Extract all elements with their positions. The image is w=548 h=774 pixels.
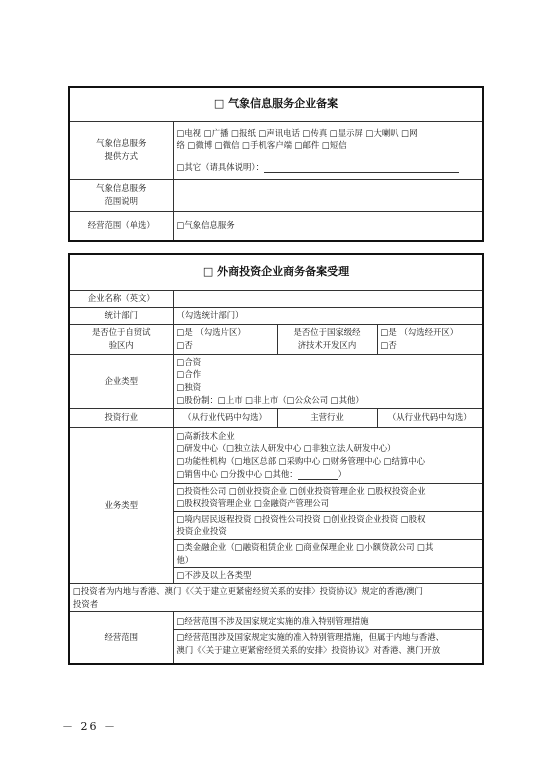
hk-macao-line1[interactable]: □投资者为内地与香港、澳门《〈关于建立更紧密经贸关系的安排〉投资协议》规定的香港/澳门 xyxy=(73,586,423,597)
biz-investment-line2[interactable]: □股权投资管理企业 □金融资产管理公司 xyxy=(176,498,329,509)
provision-other-row[interactable] xyxy=(177,161,480,174)
page-number: － 26 － xyxy=(62,720,117,733)
scope-description-label-line1: 气象信息服务 xyxy=(96,183,147,194)
biz-group-3[interactable] xyxy=(173,511,483,539)
biz-finance-line1[interactable]: □类金融企业（□融资租赁企业 □商业保理企业 □小额贷款公司 □其 xyxy=(176,541,434,552)
type-coop-checkbox[interactable]: □合作 xyxy=(176,369,202,380)
company-type-label: 企业类型 xyxy=(69,354,173,408)
biz-sales-checkbox[interactable]: □销售中心 □分拨中心 □其他： xyxy=(176,468,298,479)
biz-roundtrip-line2[interactable]: 投资企业投资 xyxy=(176,526,227,537)
ftz-yes-checkbox[interactable]: □是 （勾选片区） xyxy=(176,327,246,338)
industry-label: 投资行业 xyxy=(69,408,173,427)
provision-other-input[interactable] xyxy=(264,164,459,173)
biz-close-paren: ） xyxy=(337,468,347,479)
scope-description-label xyxy=(69,179,173,211)
company-name-label: 企业名称（英文） xyxy=(69,290,173,307)
scope-special-line2[interactable]: 澳门《〈关于建立更紧密经贸关系的安排〉投资协议》对香港、澳门开放 xyxy=(176,644,441,655)
industry-field[interactable]: （从行业代码中勾选） xyxy=(173,408,277,427)
provision-method-label-line2: 提供方式 xyxy=(104,151,138,161)
biz-rd-center-checkbox[interactable]: □研发中心（□独立法人研发中心 □非独立法人研发中心） xyxy=(176,443,396,454)
provision-options-line1[interactable]: □电视 □广播 □报纸 □声讯电话 □传真 □显示屏 □大喇叭 □网 xyxy=(176,127,418,138)
scope-description-label-line2: 范围说明 xyxy=(104,196,138,206)
statistics-dept-label: 统计部门 xyxy=(69,307,173,324)
scope-special-line1[interactable]: □经营范围涉及国家规定实施的准入特别管理措施，但属于内地与香港、 xyxy=(176,632,445,643)
provision-method-options[interactable] xyxy=(173,121,483,179)
dev-zone-no-checkbox[interactable]: □否 xyxy=(380,340,397,350)
scope-no-special-checkbox[interactable]: □经营范围不涉及国家规定实施的准入特别管理措施 xyxy=(173,612,483,630)
ftz-no-checkbox[interactable]: □否 xyxy=(176,340,193,350)
foreign-table-title: □ 外商投资企业商务备案受理 xyxy=(69,254,483,290)
provision-options-line2[interactable]: 络 □微博 □微信 □手机客户端 □邮件 □短信 xyxy=(176,140,347,151)
dev-zone-label-line2: 济技术开发区内 xyxy=(297,340,357,350)
company-name-field[interactable] xyxy=(173,290,483,307)
foreign-investment-filing-table xyxy=(68,253,484,665)
biz-roundtrip-line1[interactable]: □境内居民返程投资 □投资性公司投资 □创业投资企业投资 □股权 xyxy=(176,513,426,524)
ftz-options[interactable] xyxy=(173,324,277,354)
biz-functional-checkbox[interactable]: □功能性机构（□地区总部 □采购中心 □财务管理中心 □结算中心 xyxy=(176,456,426,466)
biz-sales-row[interactable] xyxy=(177,468,480,481)
ftz-label-line2: 验区内 xyxy=(108,340,134,350)
hk-macao-investor-checkbox[interactable] xyxy=(69,584,483,612)
biz-none-checkbox[interactable]: □不涉及以上各类型 xyxy=(173,568,483,584)
dev-zone-options[interactable] xyxy=(377,324,483,354)
statistics-dept-field[interactable]: （勾选统计部门） xyxy=(173,307,483,324)
weather-table-title: □ 气象信息服务企业备案 xyxy=(69,87,483,121)
scope-description-field[interactable] xyxy=(173,179,483,211)
business-scope-label: 经营范围（单选） xyxy=(69,211,173,241)
weather-service-filing-table xyxy=(68,86,484,242)
dev-zone-label-line1: 是否位于国家级经 xyxy=(293,327,361,338)
scope-special-checkbox[interactable] xyxy=(173,630,483,664)
business-type-label: 业务类型 xyxy=(69,427,173,584)
biz-hightech-checkbox[interactable]: □高新技术企业 xyxy=(176,430,235,441)
business-scope-option[interactable]: □气象信息服务 xyxy=(173,211,483,241)
hk-macao-line2[interactable]: 投资者 xyxy=(73,598,99,609)
type-sole-checkbox[interactable]: □独资 xyxy=(176,382,202,392)
provision-method-label-line1: 气象信息服务 xyxy=(96,138,147,149)
biz-investment-line1[interactable]: □投资性公司 □创业投资企业 □创业投资管理企业 □股权投资企业 xyxy=(176,485,426,496)
biz-group-2[interactable] xyxy=(173,483,483,511)
biz-group-1[interactable] xyxy=(173,427,483,483)
provision-other-label[interactable]: □其它（请具体说明）： xyxy=(176,161,264,172)
biz-finance-line2[interactable]: 他） xyxy=(176,554,194,565)
ftz-label-line1: 是否位于自贸试 xyxy=(91,327,151,338)
main-industry-label: 主营行业 xyxy=(277,408,377,427)
type-jv-checkbox[interactable]: □合资 xyxy=(176,356,202,367)
biz-other-input[interactable] xyxy=(298,471,338,480)
dev-zone-yes-checkbox[interactable]: □是 （勾选经开区） xyxy=(380,327,459,338)
type-shareholding-checkbox[interactable]: □股份制：□上市 □非上市（□公众公司 □其他） xyxy=(176,394,364,405)
dev-zone-label xyxy=(277,324,377,354)
main-industry-field[interactable]: （从行业代码中勾选） xyxy=(377,408,483,427)
company-type-options[interactable] xyxy=(173,354,483,408)
biz-group-4[interactable] xyxy=(173,539,483,567)
operating-scope-label: 经营范围 xyxy=(69,612,173,664)
ftz-label xyxy=(69,324,173,354)
provision-method-label xyxy=(69,121,173,179)
